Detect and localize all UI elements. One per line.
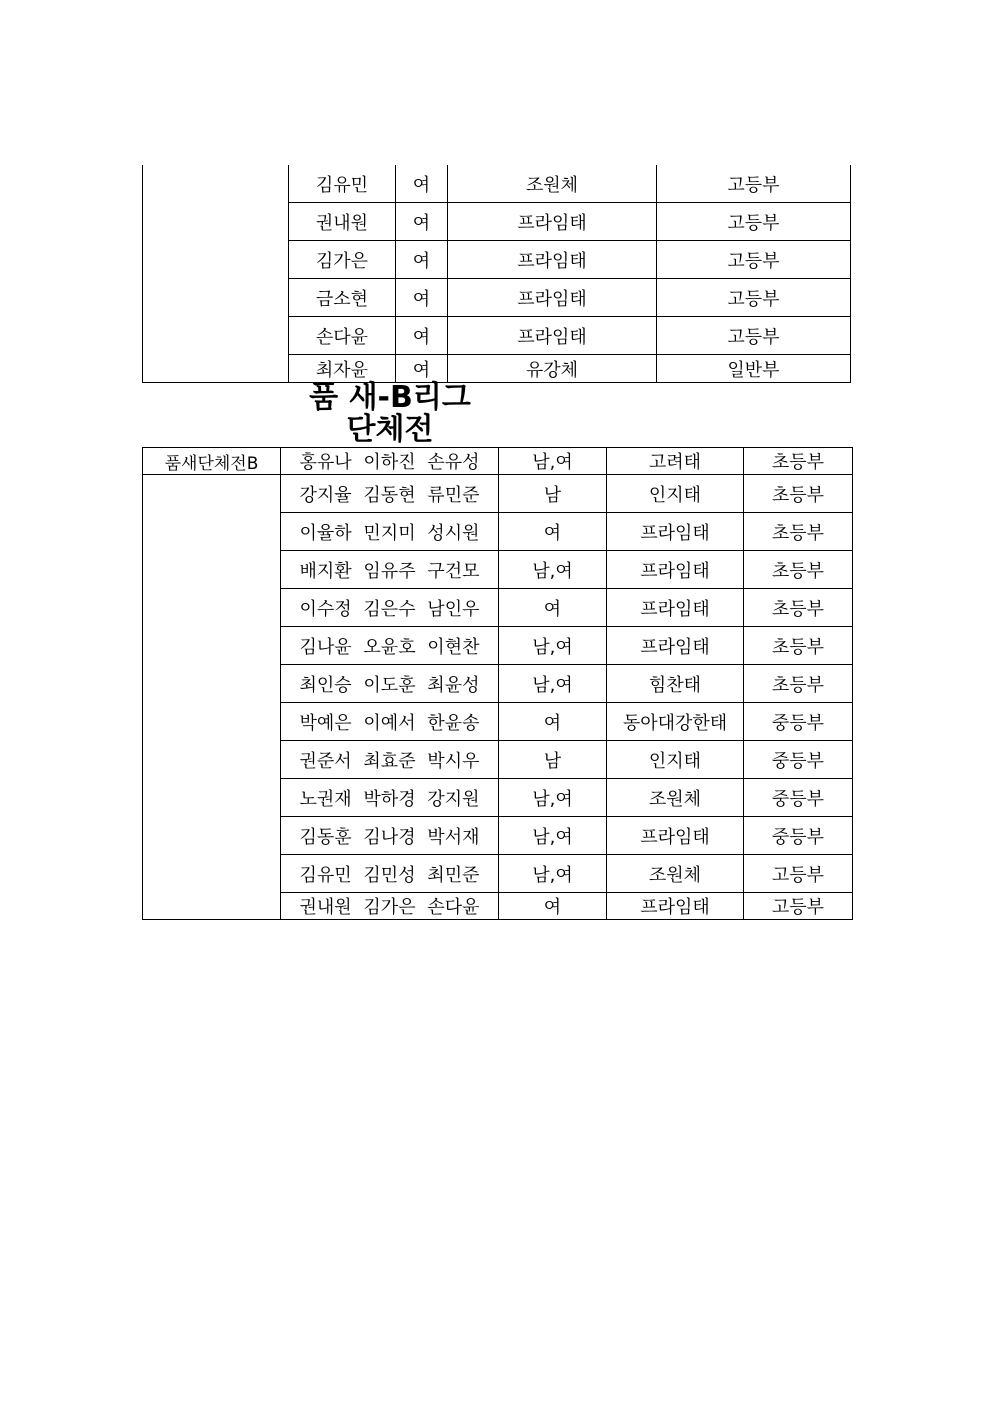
event-cell-empty [143,475,281,920]
athlete-team: 유강체 [448,355,657,383]
athlete-name: 최자윤 [289,355,396,383]
team-gender: 여 [499,893,607,920]
team-division: 초등부 [744,513,853,551]
team-members: 이율하 민지미 성시원 [281,513,499,551]
table-row [143,448,853,475]
team-members: 박예은 이예서 한윤송 [281,703,499,741]
team-gender: 남,여 [499,551,607,589]
athlete-name: 김가은 [289,241,396,279]
team-club: 고려태 [607,448,744,475]
team-gender: 남 [499,475,607,513]
team-club: 조원체 [607,855,744,893]
athlete-gender: 여 [396,317,448,355]
team-division: 중등부 [744,817,853,855]
athlete-division: 고등부 [657,317,851,355]
athlete-name: 손다윤 [289,317,396,355]
athlete-team: 프라임태 [448,203,657,241]
team-gender: 남,여 [499,448,607,475]
team-members: 권내원 김가은 손다윤 [281,893,499,920]
team-members: 노권재 박하경 강지원 [281,779,499,817]
team-club: 프라임태 [607,817,744,855]
team-gender: 남,여 [499,665,607,703]
team-division: 중등부 [744,779,853,817]
team-members: 권준서 최효준 박시우 [281,741,499,779]
team-members: 김동훈 김나경 박서재 [281,817,499,855]
section-title-line2: 단체전 [346,412,434,447]
team-club: 힘찬태 [607,665,744,703]
team-division: 초등부 [744,448,853,475]
team-division: 중등부 [744,703,853,741]
section-title [300,382,480,446]
athlete-division: 일반부 [657,355,851,383]
athlete-gender: 여 [396,355,448,383]
athlete-division: 고등부 [657,279,851,317]
athlete-team: 프라임태 [448,317,657,355]
table-row [143,475,853,513]
team-members: 최인승 이도훈 최윤성 [281,665,499,703]
team-gender: 남,여 [499,627,607,665]
team-club: 프라임태 [607,589,744,627]
team-club: 프라임태 [607,551,744,589]
team-gender: 여 [499,703,607,741]
athlete-gender: 여 [396,165,448,203]
athlete-gender: 여 [396,241,448,279]
table-row [143,165,851,203]
team-gender: 남 [499,741,607,779]
section-title-line1: 품 새-B리그 [309,380,471,415]
athlete-team: 조원체 [448,165,657,203]
athlete-team: 프라임태 [448,279,657,317]
athlete-name: 김유민 [289,165,396,203]
team-members: 김유민 김민성 최민준 [281,855,499,893]
athlete-team: 프라임태 [448,241,657,279]
team-club: 인지태 [607,475,744,513]
event-label: 품새단체전B [143,448,281,475]
athlete-gender: 여 [396,203,448,241]
team-gender: 남,여 [499,779,607,817]
team-division: 고등부 [744,855,853,893]
team-gender: 여 [499,513,607,551]
athlete-name: 금소현 [289,279,396,317]
athlete-name: 권내원 [289,203,396,241]
team-members: 김나윤 오윤호 이현찬 [281,627,499,665]
team-division: 초등부 [744,475,853,513]
team-division: 초등부 [744,589,853,627]
team-members: 강지율 김동현 류민준 [281,475,499,513]
team-division: 초등부 [744,627,853,665]
team-gender: 남,여 [499,855,607,893]
event-cell-empty [143,165,289,383]
athlete-division: 고등부 [657,165,851,203]
team-members: 홍유나 이하진 손유성 [281,448,499,475]
team-club: 프라임태 [607,893,744,920]
team-members: 이수정 김은수 남인우 [281,589,499,627]
team-gender: 여 [499,589,607,627]
team-division: 초등부 [744,551,853,589]
team-roster-table [142,447,853,920]
team-club: 인지태 [607,741,744,779]
team-club: 프라임태 [607,513,744,551]
team-club: 동아대강한태 [607,703,744,741]
athlete-division: 고등부 [657,203,851,241]
team-division: 고등부 [744,893,853,920]
individual-roster-table [142,165,851,383]
team-members: 배지환 임유주 구건모 [281,551,499,589]
athlete-division: 고등부 [657,241,851,279]
team-gender: 남,여 [499,817,607,855]
team-club: 조원체 [607,779,744,817]
athlete-gender: 여 [396,279,448,317]
team-division: 중등부 [744,741,853,779]
team-club: 프라임태 [607,627,744,665]
team-division: 초등부 [744,665,853,703]
